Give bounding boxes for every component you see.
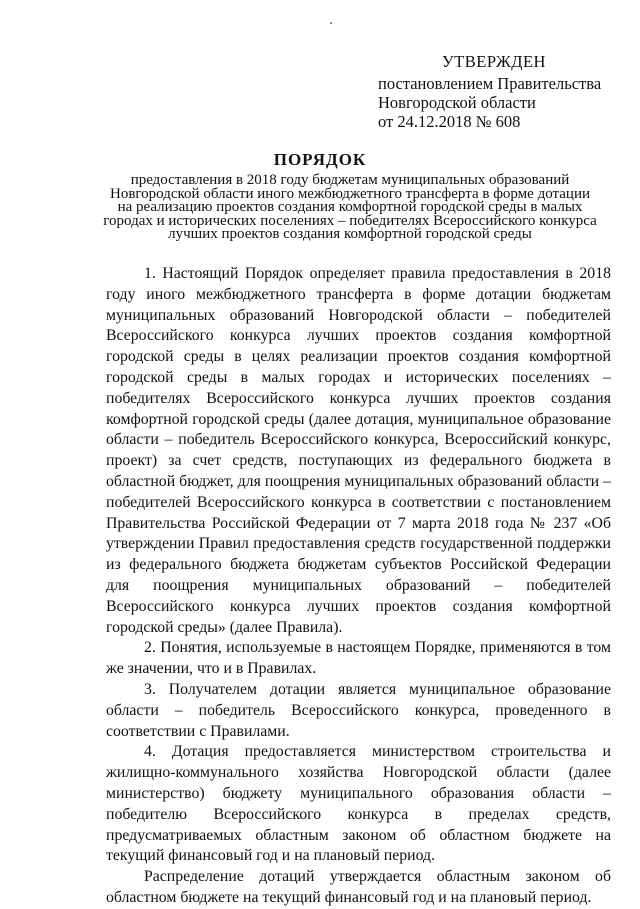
paragraph-5: Распределение дотаций утверждается областным законом об областном бюджете на текущий финансовый год и на плановый период. (106, 868, 611, 906)
document-title: ПОРЯДОК (273, 150, 367, 169)
document-body (106, 264, 611, 909)
paragraph-2: 2. Понятия, используемые в настоящем Порядке, применяются в том же значении, что и в Правилах. (106, 639, 611, 678)
scan-speck (330, 22, 332, 24)
subtitle-line: предоставления в 2018 году бюджетам муниципальных образований (130, 172, 570, 188)
subtitle-line: лучших проектов создания комфортной городской среды (168, 226, 532, 243)
subtitle-line: городах и исторических поселениях – победителях Всероссийского конкурса (103, 212, 597, 229)
approval-line-1: постановлением Правительства (378, 74, 602, 93)
paragraph-1: 1. Настоящий Порядок определяет правила предоставления в 2018 году иного межбюджетного трансферта в форме дотации бюджетам муниципальных образований Новгородской области – победителей Всероссийского конкурса лучших проектов создания комфортной городской среды в целях реализации проектов создания комфортной городской среды в малых городах и исторических поселениях – победителях Всероссийского конкурса лучших проектов создания комфортной городской среды (далее дотация, муниципальное образование области – победитель Всероссийского конкурса, Всероссийский конкурс, проект) за счет средств, поступающих из федерального бюджета в областной бюджет, для поощрения муниципальных образований области – победителей Всероссийского конкурса в соответствии с постановлением Правительства Российской Федерации от 7 марта 2018 года № 237 «Об утверждении Правил предоставления средств государственной поддержки из федерального бюджета бюджетам субъектов Российской Федерации для поощрения муниципальных образований – победителей Всероссийского конкурса лучших проектов создания комфортной городской среды» (далее Правила). (106, 265, 611, 636)
subtitle-line: на реализацию проектов создания комфортной городской среды в малых (117, 199, 583, 216)
approval-heading: УТВЕРЖДЕН (442, 52, 546, 71)
subtitle-line: Новгородской области иного межбюджетного трансферта в форме дотации (109, 185, 590, 202)
paragraph-3: 3. Получателем дотации является муниципальное образование области – победитель Всероссийского конкурса, проведенного в соответствии с Правилами. (106, 680, 611, 740)
document-subtitle (90, 174, 610, 242)
approval-line-3: от 24.12.2018 № 608 (378, 112, 521, 131)
approval-block (378, 52, 628, 131)
approval-line-2: Новгородской области (378, 93, 536, 112)
paragraph-4: 4. Дотация предоставляется министерством строительства и жилищно-коммунального хозяйства Новгородской области (далее министерство) бюджету муниципального образования области – победителю Всероссийского конкурса в пределах средств, предусматриваемых областным законом об областном бюджете на текущий финансовый год и на плановый период. (106, 743, 611, 865)
